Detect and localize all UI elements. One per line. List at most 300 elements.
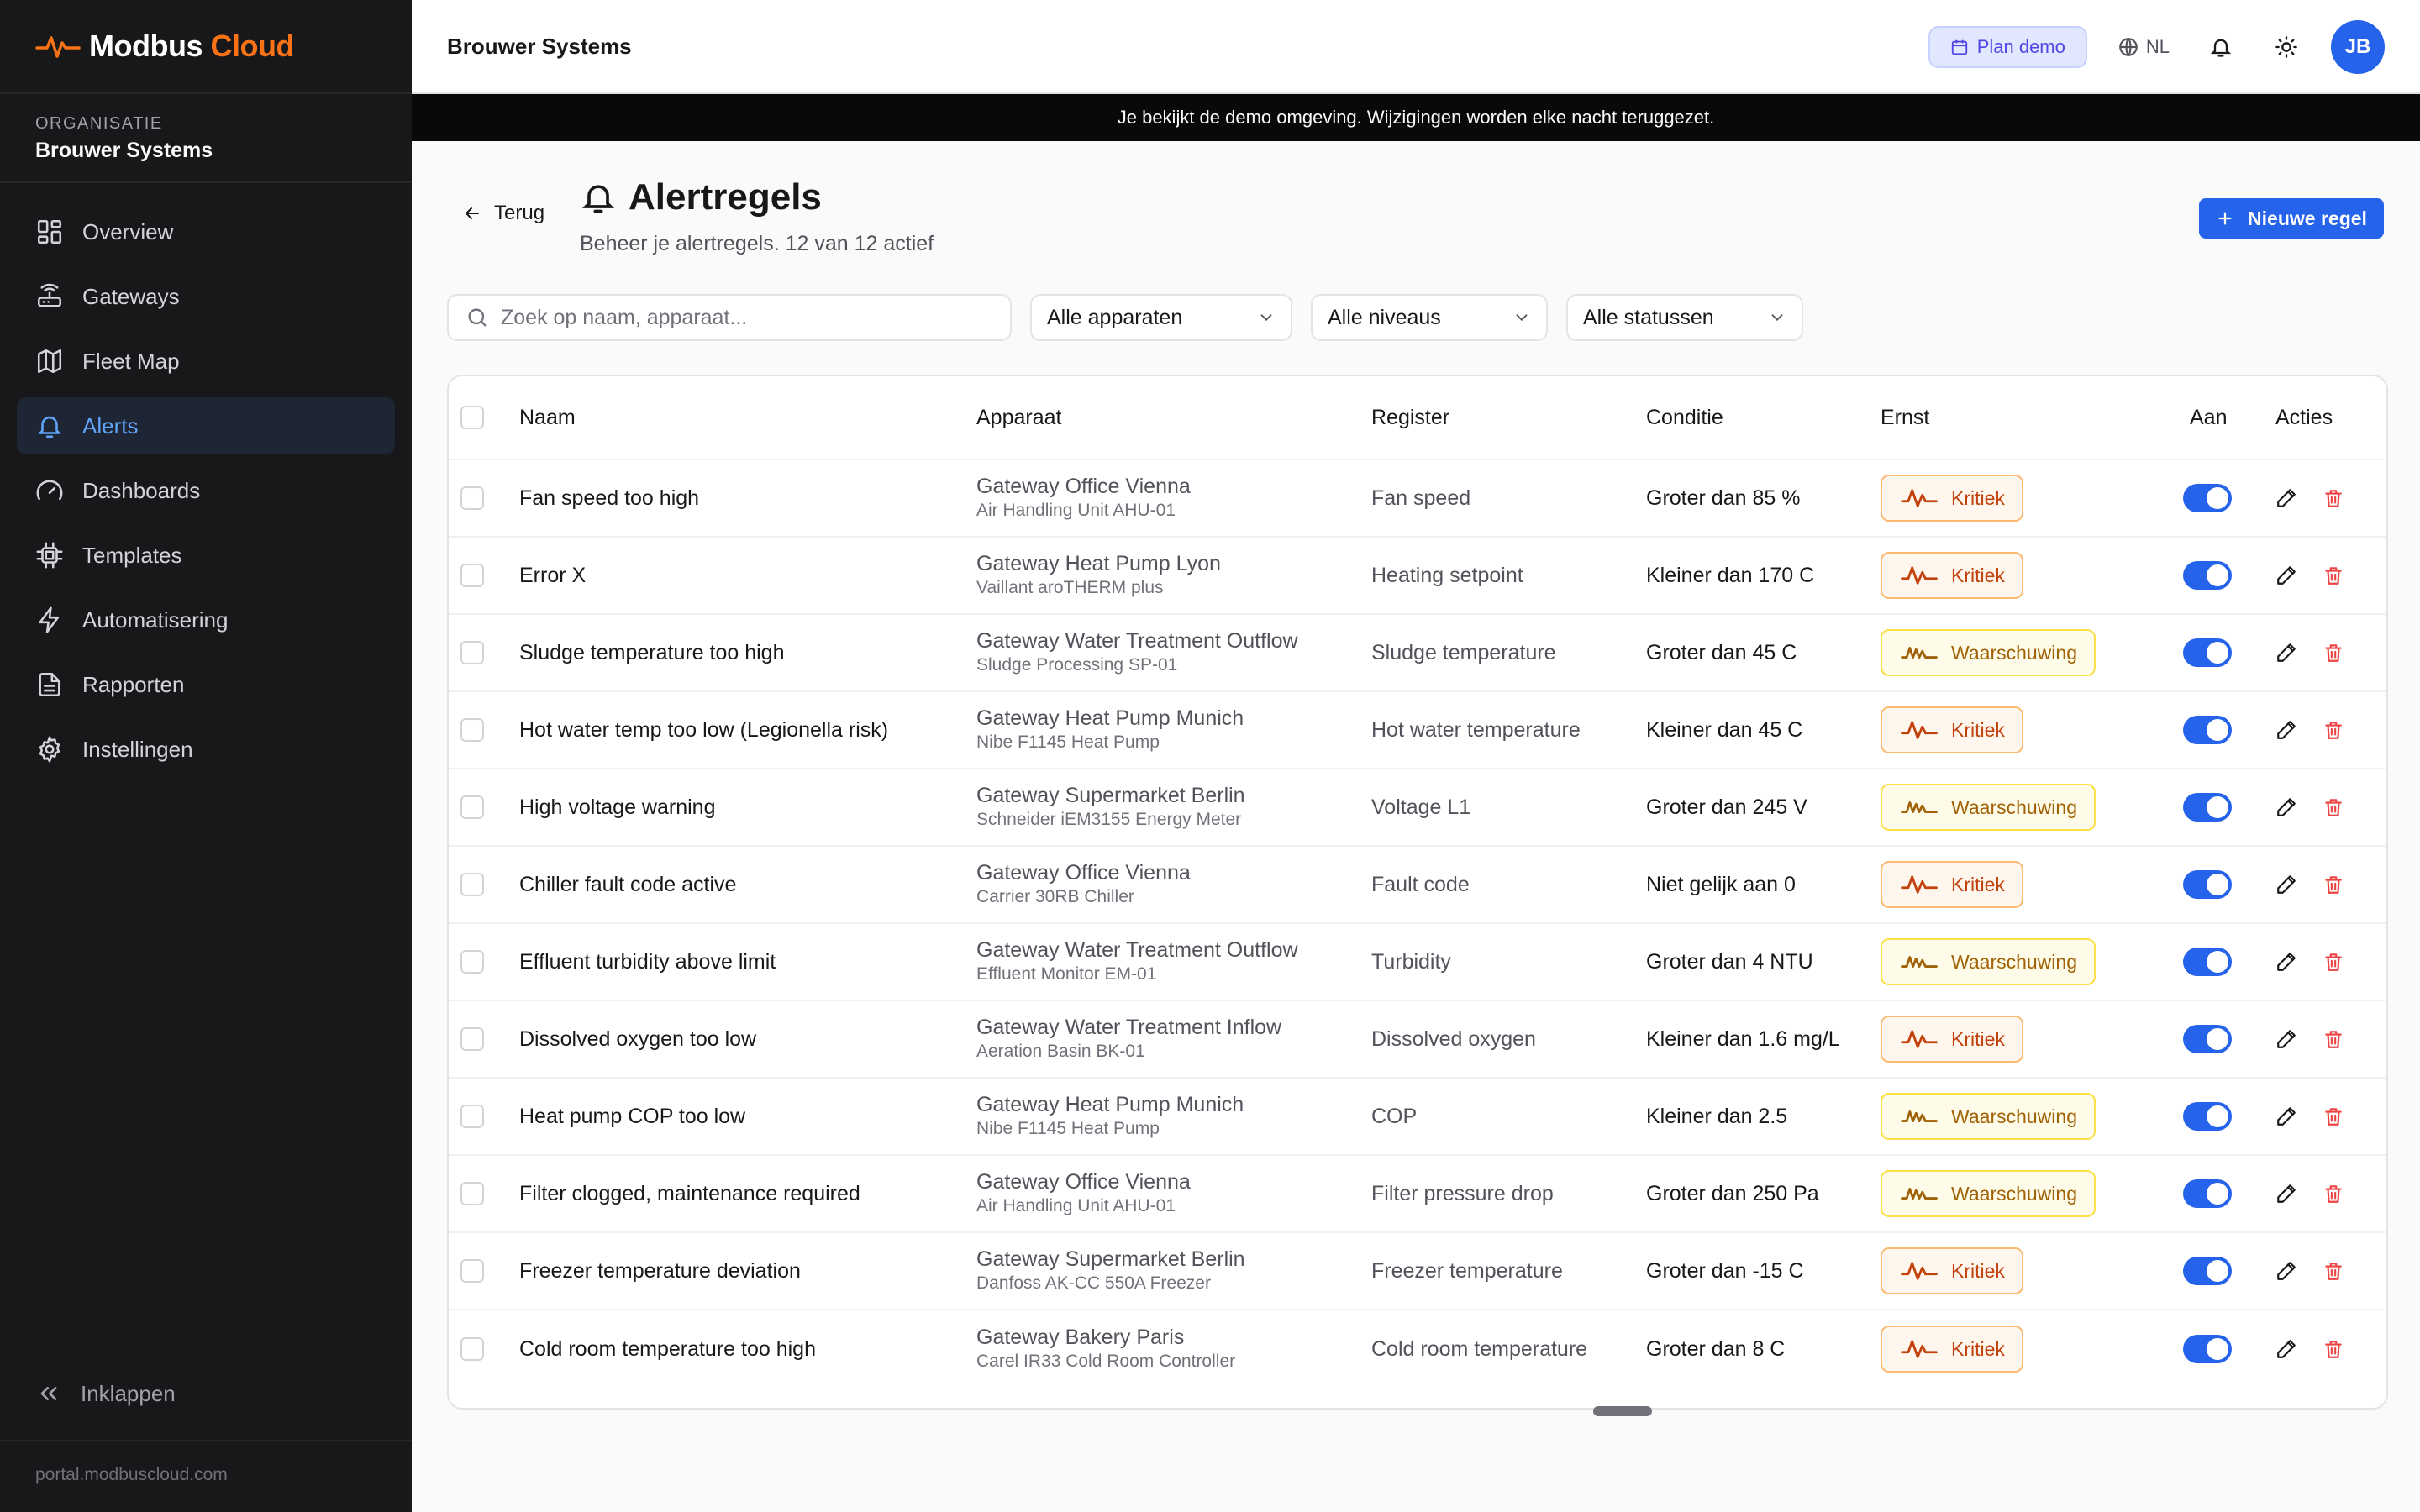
severity-label: Waarschuwing	[1951, 795, 2077, 818]
status-filter-select[interactable]	[1566, 294, 1803, 341]
enabled-cell	[2183, 692, 2232, 768]
sidebar-item-label: Dashboards	[82, 477, 201, 503]
severity-cell	[1881, 460, 2023, 536]
table-row[interactable]	[449, 538, 2386, 615]
enabled-toggle[interactable]	[2183, 870, 2232, 899]
row-select-cell	[460, 1156, 484, 1231]
header-device[interactable]: Apparaat	[976, 405, 1062, 429]
row-checkbox[interactable]	[460, 1259, 484, 1283]
register-cell: COP	[1371, 1104, 1418, 1128]
condition-cell: Groter dan -15 C	[1646, 1258, 1804, 1283]
row-select-cell	[460, 847, 484, 922]
chevron-down-icon	[1257, 308, 1276, 327]
condition-cell: Niet gelijk aan 0	[1646, 872, 1796, 896]
enabled-toggle[interactable]	[2183, 484, 2232, 512]
severity-label: Waarschuwing	[1951, 950, 2077, 973]
topbar-title: Brouwer Systems	[447, 33, 632, 59]
severity-cell	[1881, 1156, 2096, 1231]
edit-button[interactable]	[2275, 719, 2297, 741]
device-filter-value: Alle apparaten	[1047, 305, 1183, 329]
trash-icon	[2323, 1183, 2344, 1205]
pencil-icon	[2275, 874, 2297, 895]
row-select-cell	[460, 769, 484, 845]
status-filter-value: Alle statussen	[1583, 305, 1714, 329]
sidebar-item-label: Rapporten	[82, 671, 185, 697]
table-row[interactable]	[449, 460, 2386, 538]
delete-button[interactable]	[2323, 1105, 2344, 1127]
back-button[interactable]	[462, 202, 544, 225]
enabled-cell	[2183, 847, 2232, 922]
register-cell: Filter pressure drop	[1371, 1181, 1554, 1205]
brand-logo[interactable]	[35, 25, 294, 67]
device-name: Nibe F1145 Heat Pump	[976, 732, 1160, 752]
pulse-logo-icon	[35, 29, 81, 63]
row-checkbox[interactable]	[460, 1337, 484, 1361]
gateway-name: Gateway Supermarket Berlin	[976, 784, 1245, 807]
row-checkbox[interactable]	[460, 718, 484, 742]
edit-button[interactable]	[2275, 1183, 2297, 1205]
row-checkbox[interactable]	[460, 795, 484, 819]
table-row[interactable]	[449, 924, 2386, 1001]
plan-demo-button[interactable]	[1928, 26, 2087, 68]
trash-icon	[2323, 1260, 2344, 1282]
severity-badge	[1881, 1093, 2096, 1140]
register-cell: Hot water temperature	[1371, 717, 1581, 742]
gateway-name: Gateway Water Treatment Outflow	[976, 938, 1298, 962]
actions-cell	[2275, 769, 2344, 845]
header-severity[interactable]: Ernst	[1881, 405, 1930, 429]
edit-button[interactable]	[2275, 1260, 2297, 1282]
severity-badge	[1881, 1326, 2023, 1373]
table-row[interactable]	[449, 1156, 2386, 1233]
pulse-icon	[1899, 1028, 1939, 1050]
table-row[interactable]	[449, 1079, 2386, 1156]
device-name: Carrier 30RB Chiller	[976, 887, 1134, 906]
device-cell	[976, 1233, 1245, 1309]
delete-button[interactable]	[2323, 487, 2344, 509]
gateway-name: Gateway Office Vienna	[976, 861, 1191, 885]
actions-cell	[2275, 1233, 2344, 1309]
enabled-cell	[2183, 924, 2232, 1000]
enabled-cell	[2183, 615, 2232, 690]
pencil-icon	[2275, 487, 2297, 509]
table-row[interactable]	[449, 847, 2386, 924]
delete-button[interactable]	[2323, 719, 2344, 741]
actions-cell	[2275, 924, 2344, 1000]
user-avatar[interactable]: JB	[2331, 20, 2385, 74]
row-checkbox[interactable]	[460, 873, 484, 896]
enabled-toggle[interactable]	[2183, 1102, 2232, 1131]
header-name[interactable]: Naam	[519, 405, 576, 429]
severity-label: Kritiek	[1951, 564, 2005, 586]
device-name: Effluent Monitor EM-01	[976, 964, 1157, 984]
row-checkbox[interactable]	[460, 1027, 484, 1051]
gauge-icon	[35, 476, 64, 505]
bell-icon	[580, 179, 617, 216]
severity-badge	[1881, 1247, 2023, 1294]
globe-icon	[2118, 36, 2139, 58]
wave-icon	[1899, 951, 1939, 973]
enabled-cell	[2183, 1310, 2232, 1388]
sidebar-item-label: Overview	[82, 218, 174, 244]
device-cell	[976, 769, 1245, 845]
edit-button[interactable]	[2275, 487, 2297, 509]
condition-cell: Groter dan 245 V	[1646, 795, 1807, 819]
severity-cell	[1881, 924, 2096, 1000]
delete-button[interactable]	[2323, 642, 2344, 664]
enabled-cell	[2183, 769, 2232, 845]
level-filter-value: Alle niveaus	[1328, 305, 1441, 329]
severity-label: Kritiek	[1951, 1337, 2005, 1360]
severity-cell	[1881, 1079, 2096, 1154]
row-checkbox[interactable]	[460, 1182, 484, 1205]
device-name: Sludge Processing SP-01	[976, 655, 1178, 675]
severity-cell	[1881, 1233, 2023, 1309]
register-cell: Heating setpoint	[1371, 563, 1523, 587]
pulse-icon	[1899, 564, 1939, 586]
device-name: Vaillant aroTHERM plus	[976, 578, 1164, 597]
actions-cell	[2275, 1310, 2344, 1388]
rule-name: Dissolved oxygen too low	[519, 1026, 757, 1051]
calendar-icon	[1950, 38, 1969, 56]
edit-button[interactable]	[2275, 951, 2297, 973]
enabled-toggle[interactable]	[2183, 1335, 2232, 1363]
severity-badge	[1881, 629, 2096, 676]
pencil-icon	[2275, 796, 2297, 818]
delete-button[interactable]	[2323, 564, 2344, 586]
organization-label: ORGANISATIE	[35, 114, 163, 133]
select-all-checkbox[interactable]	[460, 406, 484, 429]
sidebar-item-fleet-map[interactable]	[17, 333, 395, 390]
gateway-name: Gateway Water Treatment Inflow	[976, 1016, 1282, 1039]
severity-badge	[1881, 706, 2023, 753]
edit-button[interactable]	[2275, 564, 2297, 586]
sun-icon	[2275, 35, 2298, 59]
device-cell	[976, 1156, 1191, 1231]
new-rule-button[interactable]	[2199, 198, 2384, 239]
wave-icon	[1899, 1105, 1939, 1127]
brand-name: Modbus Cloud	[89, 29, 294, 63]
new-rule-label: Nieuwe regel	[2248, 207, 2367, 229]
sidebar-item-alerts[interactable]	[17, 397, 395, 454]
device-name: Aeration Basin BK-01	[976, 1042, 1145, 1061]
device-cell	[976, 615, 1298, 690]
severity-label: Kritiek	[1951, 1259, 2005, 1282]
rule-name: Cold room temperature too high	[519, 1336, 816, 1361]
horizontal-scrollbar[interactable]	[1593, 1406, 1652, 1416]
gateway-name: Gateway Bakery Paris	[976, 1326, 1185, 1349]
gateway-name: Gateway Water Treatment Outflow	[976, 629, 1298, 653]
rule-name: Heat pump COP too low	[519, 1104, 746, 1128]
row-checkbox[interactable]	[460, 486, 484, 510]
edit-button[interactable]	[2275, 1338, 2297, 1360]
page-title	[580, 176, 822, 218]
row-select-cell	[460, 1001, 484, 1077]
severity-badge	[1881, 861, 2023, 908]
device-cell	[976, 538, 1221, 613]
sidebar-item-templates[interactable]	[17, 527, 395, 584]
severity-badge	[1881, 938, 2096, 985]
severity-badge	[1881, 552, 2023, 599]
severity-label: Kritiek	[1951, 718, 2005, 741]
table-row[interactable]	[449, 1310, 2386, 1388]
delete-button[interactable]	[2323, 874, 2344, 895]
edit-button[interactable]	[2275, 1028, 2297, 1050]
delete-button[interactable]	[2323, 951, 2344, 973]
delete-button[interactable]	[2323, 796, 2344, 818]
row-select-cell	[460, 924, 484, 1000]
rule-name: Effluent turbidity above limit	[519, 949, 776, 974]
trash-icon	[2323, 564, 2344, 586]
gear-icon	[35, 735, 64, 764]
register-cell: Cold room temperature	[1371, 1336, 1588, 1361]
edit-button[interactable]	[2275, 874, 2297, 895]
device-name: Nibe F1145 Heat Pump	[976, 1119, 1160, 1138]
register-cell: Fan speed	[1371, 486, 1471, 510]
search-input[interactable]	[501, 306, 1005, 330]
sidebar-item-automatisering[interactable]	[17, 591, 395, 648]
actions-cell	[2275, 847, 2344, 922]
gateway-name: Gateway Heat Pump Lyon	[976, 552, 1221, 575]
search-icon	[466, 306, 489, 329]
edit-button[interactable]	[2275, 642, 2297, 664]
pencil-icon	[2275, 642, 2297, 664]
theme-toggle-button[interactable]	[2265, 26, 2307, 68]
severity-badge	[1881, 784, 2096, 831]
pencil-icon	[2275, 564, 2297, 586]
pencil-icon	[2275, 1338, 2297, 1360]
delete-button[interactable]	[2323, 1028, 2344, 1050]
table-row[interactable]	[449, 1233, 2386, 1310]
filter-bar	[447, 294, 1803, 341]
demo-banner: Je bekijkt de demo omgeving. Wijzigingen worden elke nacht teruggezet.	[412, 94, 2420, 141]
actions-cell	[2275, 1001, 2344, 1077]
delete-button[interactable]	[2323, 1338, 2344, 1360]
edit-button[interactable]	[2275, 1105, 2297, 1127]
select-all-cell	[460, 376, 484, 459]
row-checkbox[interactable]	[460, 564, 484, 587]
rule-name: Filter clogged, maintenance required	[519, 1181, 860, 1205]
wave-icon	[1899, 1183, 1939, 1205]
pencil-icon	[2275, 1028, 2297, 1050]
search-box	[447, 294, 1012, 341]
sidebar-item-instellingen[interactable]	[17, 721, 395, 778]
gateway-name: Gateway Office Vienna	[976, 1170, 1191, 1194]
enabled-toggle[interactable]	[2183, 948, 2232, 976]
table-row[interactable]	[449, 615, 2386, 692]
table-row[interactable]	[449, 769, 2386, 847]
sidebar-item-label: Gateways	[82, 283, 180, 309]
row-checkbox[interactable]	[460, 1105, 484, 1128]
sidebar-item-rapporten[interactable]	[17, 656, 395, 713]
device-cell	[976, 1079, 1244, 1154]
pulse-icon	[1899, 1338, 1939, 1360]
severity-cell	[1881, 1310, 2023, 1388]
row-checkbox[interactable]	[460, 641, 484, 664]
file-icon	[35, 670, 64, 699]
enabled-cell	[2183, 460, 2232, 536]
trash-icon	[2323, 1338, 2344, 1360]
header-condition[interactable]: Conditie	[1646, 405, 1723, 429]
rule-name: Chiller fault code active	[519, 872, 737, 896]
delete-button[interactable]	[2323, 1183, 2344, 1205]
sidebar-item-label: Fleet Map	[82, 348, 180, 374]
notifications-button[interactable]	[2200, 26, 2242, 68]
actions-cell	[2275, 460, 2344, 536]
severity-cell	[1881, 769, 2096, 845]
condition-cell: Kleiner dan 45 C	[1646, 717, 1803, 742]
rule-name: Sludge temperature too high	[519, 640, 785, 664]
sidebar-item-dashboards[interactable]	[17, 462, 395, 519]
sidebar-item-label: Alerts	[82, 412, 139, 438]
device-filter-select[interactable]	[1030, 294, 1292, 341]
pencil-icon	[2275, 951, 2297, 973]
zap-icon	[35, 606, 64, 634]
collapse-button[interactable]	[17, 1366, 395, 1421]
device-cell	[976, 460, 1191, 536]
organization-switcher[interactable]	[0, 92, 412, 183]
plan-demo-label: Plan demo	[1976, 36, 2065, 57]
portal-url: portal.modbuscloud.com	[0, 1440, 412, 1512]
register-cell: Fault code	[1371, 872, 1470, 896]
header-actions: Acties	[2275, 405, 2333, 429]
pencil-icon	[2275, 1105, 2297, 1127]
table-row[interactable]	[449, 692, 2386, 769]
pencil-icon	[2275, 1183, 2297, 1205]
device-name: Carel IR33 Cold Room Controller	[976, 1352, 1236, 1371]
main-content	[412, 0, 2420, 1512]
severity-cell	[1881, 615, 2096, 690]
severity-label: Kritiek	[1951, 1027, 2005, 1050]
table-header	[449, 376, 2386, 460]
register-cell: Dissolved oxygen	[1371, 1026, 1536, 1051]
collapse-label: Inklappen	[81, 1380, 176, 1406]
chevrons-left-icon	[35, 1380, 62, 1407]
page-subtitle: Beheer je alertregels. 12 van 12 actief	[580, 232, 934, 255]
sidebar-item-overview[interactable]	[17, 203, 395, 260]
enabled-toggle[interactable]	[2183, 793, 2232, 822]
severity-label: Waarschuwing	[1951, 1182, 2077, 1205]
actions-cell	[2275, 538, 2344, 613]
trash-icon	[2323, 874, 2344, 895]
wave-icon	[1899, 642, 1939, 664]
sidebar-item-label: Templates	[82, 542, 182, 568]
rule-name: Hot water temp too low (Legionella risk)	[519, 717, 889, 742]
plus-icon	[2216, 209, 2234, 228]
device-cell	[976, 1310, 1235, 1388]
sidebar-item-label: Automatisering	[82, 606, 229, 633]
chevron-down-icon	[1512, 308, 1531, 327]
language-label: NL	[2145, 36, 2170, 57]
severity-badge	[1881, 1170, 2096, 1217]
device-name: Air Handling Unit AHU-01	[976, 1196, 1176, 1215]
enabled-cell	[2183, 1001, 2232, 1077]
language-switcher[interactable]	[2111, 36, 2176, 58]
trash-icon	[2323, 1028, 2344, 1050]
severity-cell	[1881, 538, 2023, 613]
pulse-icon	[1899, 1260, 1939, 1282]
severity-label: Kritiek	[1951, 486, 2005, 509]
condition-cell: Groter dan 8 C	[1646, 1336, 1786, 1361]
device-name: Schneider iEM3155 Energy Meter	[976, 810, 1242, 829]
table-row[interactable]	[449, 1001, 2386, 1079]
row-select-cell	[460, 1310, 484, 1388]
alert-rules-table	[447, 375, 2388, 1410]
row-select-cell	[460, 1079, 484, 1154]
enabled-toggle[interactable]	[2183, 1257, 2232, 1285]
row-select-cell	[460, 1233, 484, 1309]
enabled-toggle[interactable]	[2183, 1025, 2232, 1053]
severity-cell	[1881, 692, 2023, 768]
gateway-name: Gateway Heat Pump Munich	[976, 706, 1244, 730]
register-cell: Voltage L1	[1371, 795, 1471, 819]
device-cell	[976, 924, 1298, 1000]
row-select-cell	[460, 615, 484, 690]
arrow-left-icon	[462, 203, 482, 223]
pencil-icon	[2275, 1260, 2297, 1282]
severity-cell	[1881, 1001, 2023, 1077]
enabled-cell	[2183, 538, 2232, 613]
rule-name: Freezer temperature deviation	[519, 1258, 801, 1283]
bell-icon	[35, 412, 64, 440]
severity-label: Waarschuwing	[1951, 1105, 2077, 1127]
enabled-toggle[interactable]	[2183, 1179, 2232, 1208]
back-label: Terug	[494, 202, 545, 224]
page-title-text: Alertregels	[629, 176, 822, 218]
row-checkbox[interactable]	[460, 950, 484, 974]
bell-icon	[2209, 35, 2233, 59]
row-select-cell	[460, 538, 484, 613]
actions-cell	[2275, 1156, 2344, 1231]
sidebar-nav	[17, 203, 395, 785]
actions-cell	[2275, 615, 2344, 690]
trash-icon	[2323, 487, 2344, 509]
device-cell	[976, 692, 1244, 768]
edit-button[interactable]	[2275, 796, 2297, 818]
enabled-toggle[interactable]	[2183, 716, 2232, 744]
header-enabled: Aan	[2190, 405, 2228, 429]
topbar-actions	[1928, 20, 2385, 74]
condition-cell: Kleiner dan 2.5	[1646, 1104, 1788, 1128]
gateway-name: Gateway Supermarket Berlin	[976, 1247, 1245, 1271]
pulse-icon	[1899, 487, 1939, 509]
rule-name: Fan speed too high	[519, 486, 700, 510]
sidebar	[0, 0, 412, 1512]
chip-icon	[35, 541, 64, 570]
pulse-icon	[1899, 874, 1939, 895]
trash-icon	[2323, 951, 2344, 973]
router-icon	[35, 282, 64, 311]
header-register[interactable]: Register	[1371, 405, 1450, 429]
condition-cell: Groter dan 250 Pa	[1646, 1181, 1819, 1205]
device-cell	[976, 847, 1191, 922]
delete-button[interactable]	[2323, 1260, 2344, 1282]
sidebar-item-gateways[interactable]	[17, 268, 395, 325]
condition-cell: Kleiner dan 1.6 mg/L	[1646, 1026, 1840, 1051]
severity-badge	[1881, 1016, 2023, 1063]
enabled-toggle[interactable]	[2183, 561, 2232, 590]
actions-cell	[2275, 1079, 2344, 1154]
condition-cell: Kleiner dan 170 C	[1646, 563, 1815, 587]
device-name: Air Handling Unit AHU-01	[976, 501, 1176, 520]
register-cell: Freezer temperature	[1371, 1258, 1563, 1283]
enabled-toggle[interactable]	[2183, 638, 2232, 667]
level-filter-select[interactable]	[1311, 294, 1548, 341]
trash-icon	[2323, 642, 2344, 664]
chevron-down-icon	[1768, 308, 1786, 327]
enabled-cell	[2183, 1079, 2232, 1154]
condition-cell: Groter dan 85 %	[1646, 486, 1801, 510]
